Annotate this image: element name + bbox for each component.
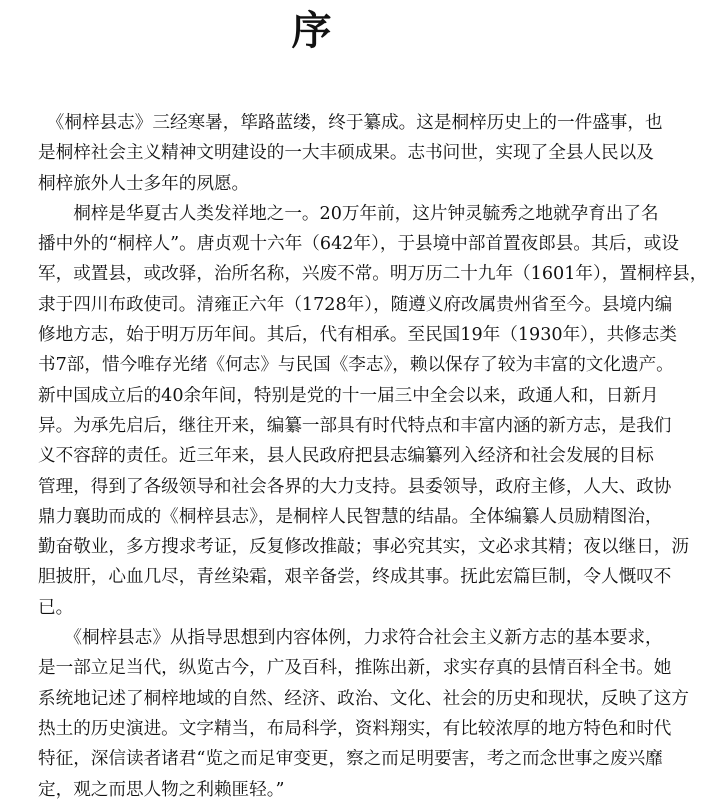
page-title: 序 xyxy=(291,8,332,54)
text-line: 鼎力襄助而成的《桐梓县志》，是桐梓人民智慧的结晶。全体编纂人员励精图治， xyxy=(38,506,663,527)
text-line: 已。 xyxy=(38,597,74,618)
text-line: 桐梓是华夏古人类发祥地之一。20万年前，这片钟灵毓秀之地就孕育出了名 xyxy=(38,203,659,224)
text-line: 《桐梓县志》三经寒暑，筚路蓝缕，终于纂成。这是桐梓历史上的一件盛事，也 xyxy=(38,113,663,133)
text-line: 异。为承先启后，继往开来，编纂一部具有时代特点和丰富内涵的新方志，是我们 xyxy=(38,415,672,436)
preface-body xyxy=(38,108,707,805)
text-line: 是一部立足当代，纵览古今，广及百科，推陈出新，求实存真的县情百科全书。她 xyxy=(38,658,672,679)
text-line: 管理，得到了各级领导和社会各界的大力支持。县委领导，政府主修，人大、政协 xyxy=(38,476,672,497)
text-line: 是桐梓社会主义精神文明建设的一大丰硕成果。志书问世，实现了全县人民以及 xyxy=(38,143,654,164)
text-line: 书7部，惜今唯存光绪《何志》与民国《李志》，赖以保存了较为丰富的文化遗产。 xyxy=(38,355,674,376)
text-line: 军，或置县，或改驿，治所名称，兴废不常。明万历二十九年（1601年），置桐梓县， xyxy=(38,264,707,285)
text-line: 义不容辞的责任。近三年来，县人民政府把县志编纂列入经济和社会发展的目标 xyxy=(38,446,654,467)
text-line: 隶于四川布政使司。清雍正六年（1728年），随遵义府改属贵州省至今。县境内编 xyxy=(38,294,673,315)
text-line: 特征，深信读者诸君“览之而足审变更，察之而足明要害，考之而念世事之废兴靡 xyxy=(38,749,663,770)
text-line: 定，观之而思人物之利赖匪轻。” xyxy=(38,779,285,800)
text-line: 系统地记述了桐梓地域的自然、经济、政治、文化、社会的历史和现状，反映了这方 xyxy=(38,688,689,709)
text-line: 修地方志，始于明万历年间。其后，代有相承。至民国19年（1930年），共修志类 xyxy=(38,325,677,346)
text-line: 勤奋敬业，多方搜求考证，反复修改推敲；事必究其实，文必求其精；夜以继日，沥 xyxy=(38,537,689,558)
text-line: 热土的历史演进。文字精当，布局科学，资料翔实，有比较浓厚的地方特色和时代 xyxy=(38,718,672,739)
text-line: 胆披肝，心血几尽，青丝染霜，艰辛备尝，终成其事。抚此宏篇巨制，令人慨叹不 xyxy=(38,567,672,588)
text-line: 《桐梓县志》从指导思想到内容体例，力求符合社会主义新方志的基本要求， xyxy=(38,628,663,649)
text-line: 播中外的“桐梓人”。唐贞观十六年（642年），于县境中部首置夜郎县。其后，或设 xyxy=(38,234,679,255)
text-line: 新中国成立后的40余年间，特别是党的十一届三中全会以来，政通人和，日新月 xyxy=(38,385,659,406)
text-line: 桐梓旅外人士多年的夙愿。 xyxy=(38,173,250,194)
